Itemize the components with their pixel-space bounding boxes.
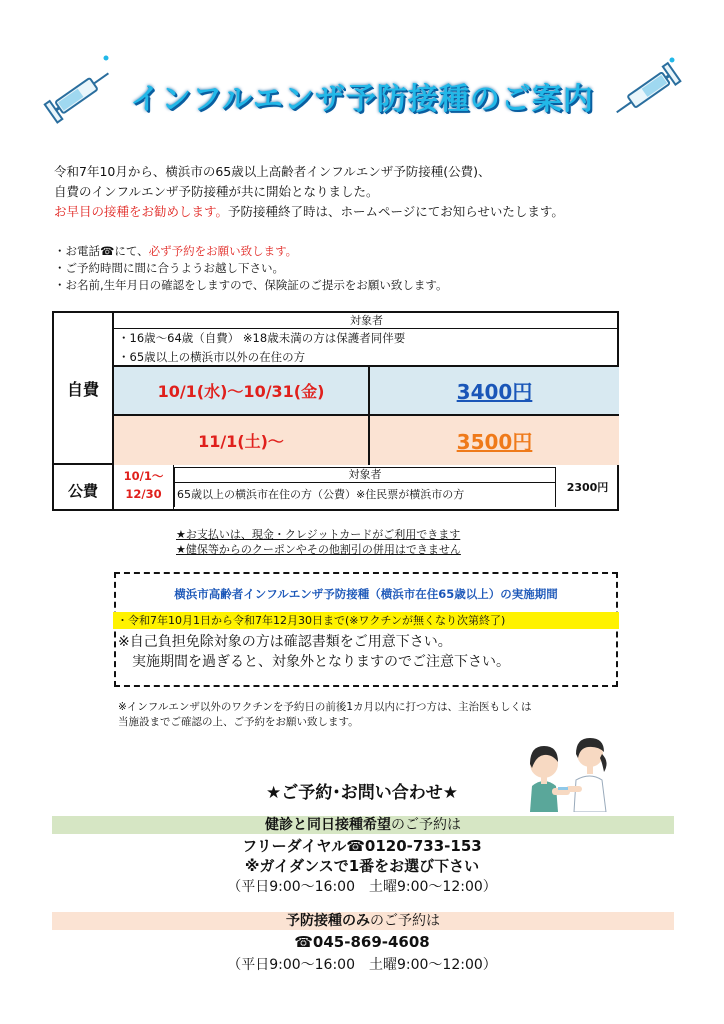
intro-line: [54, 202, 694, 222]
target-line: ・65歳以上の横浜市以外の在住の方: [118, 350, 306, 364]
period2-price: 3500円: [370, 416, 619, 465]
end-notice-text: 予防接種終了時は、ホームページにてお知らせいたします。: [228, 204, 564, 219]
public-period-start: 10/1～: [123, 469, 164, 483]
note-item: ・ご予約時間に間に合うようお越し下さい。: [54, 261, 284, 275]
target-header: 対象者: [114, 313, 619, 329]
note-text: ・お電話☎にて、: [54, 244, 149, 258]
target-description: [114, 329, 619, 367]
public-period-box: [114, 572, 618, 687]
business-hours: （平日9:00～16:00 土曜9:00～12:00）: [227, 879, 497, 895]
public-price: 2300円: [566, 481, 609, 494]
public-target-description: 65歳以上の横浜市在住の方（公費）※住民票が横浜市の方: [174, 483, 556, 507]
intro-text: [54, 162, 694, 222]
band-text: のご予約は: [370, 913, 440, 929]
vaccine-interval-note: [118, 700, 618, 730]
note-item: [54, 243, 694, 260]
period-notes: [118, 632, 614, 672]
band-emphasis: 健診と同日接種希望: [265, 817, 391, 833]
note-item: ・お名前,生年月日の確認をしますので、保険証のご提示をお願い致します。: [54, 278, 448, 292]
intro-line: 令和7年10月から、横浜市の65歳以上高齢者インフルエンザ予防接種(公費)、: [54, 164, 491, 179]
public-pay-label: 公費: [54, 465, 114, 509]
recommend-text: お早目の接種をお勧めします。: [54, 204, 229, 219]
free-dial-number[interactable]: フリーダイヤル☎0120-733-153: [242, 837, 482, 855]
payment-note: ★お支払いは、現金・クレジットカードがご利用できます: [176, 528, 461, 541]
notes-list: [54, 243, 694, 294]
syringe-icon: [604, 52, 684, 132]
period-highlight: ・令和7年10月1日から令和7年12月30日まで(※ワクチンが無くなり次第終了): [113, 612, 619, 629]
period2-date: 11/1(土)～: [114, 416, 370, 465]
payment-note: ★健保等からのクーポンやその他割引の併用はできません: [176, 543, 461, 556]
period1-price: 3400円: [370, 367, 619, 416]
public-period: [114, 465, 174, 509]
footnote-line: ※インフルエンザ以外のワクチンを予約日の前後1カ月以内に打つ方は、主治医もしくは: [118, 701, 532, 713]
phone-number[interactable]: ☎045-869-4608: [294, 933, 430, 951]
public-target-header: 対象者: [174, 467, 556, 483]
page-title: インフルエンザ予防接種のご案内: [130, 82, 594, 117]
checkup-reservation-band: [52, 816, 674, 834]
band-text: のご予約は: [391, 817, 461, 833]
guidance-note: ※ガイダンスで1番をお選び下さい: [244, 857, 480, 875]
target-line: ・16歳～64歳（自費） ※18歳未満の方は保護者同伴要: [118, 331, 406, 345]
period-note: 実施期間を過ぎると、対象外となりますのでご注意下さい。: [132, 654, 510, 670]
business-hours: （平日9:00～16:00 土曜9:00～12:00）: [227, 957, 497, 973]
public-period-end: 12/30: [125, 487, 162, 501]
band-emphasis: 予防接種のみ: [286, 913, 370, 929]
footnote-line: 当施設までご確認の上、ご予約をお願い致します。: [118, 716, 359, 728]
period-note: ※自己負担免除対象の方は確認書類をご用意下さい。: [118, 634, 452, 650]
self-pay-label: 自費: [54, 313, 114, 465]
note-emphasis: 必ず予約をお願い致します。: [148, 244, 298, 258]
intro-line: 自費のインフルエンザ予防接種が共に開始となりました。: [54, 184, 379, 199]
header: [40, 52, 684, 132]
contact-title: ★ご予約･お問い合わせ★: [266, 783, 458, 803]
price-table: [52, 311, 619, 511]
payment-notes: [176, 527, 461, 557]
period-box-title: 横浜市高齢者インフルエンザ予防接種（横浜市在住65歳以上）の実施期間: [174, 587, 558, 601]
vaccine-reservation-band: [52, 912, 674, 930]
period1-date: 10/1(水)～10/31(金): [114, 367, 370, 416]
